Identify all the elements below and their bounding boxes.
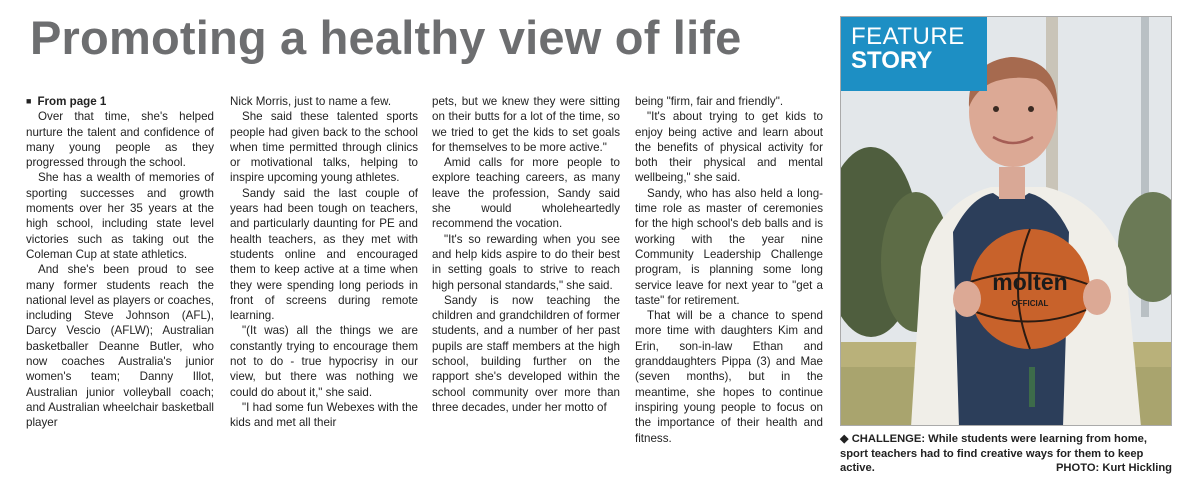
- paragraph: pets, but we knew they were sitting on their butts for a lot of the time, so we tried to get the kids to set goals for themselves to be more active.": [432, 95, 620, 154]
- feature-story-badge: [841, 17, 987, 91]
- photo-credit: PHOTO: Kurt Hickling: [1055, 462, 1172, 474]
- paragraph: And she's been proud to see many former students reach the national level as players or coaches, including Steve Johnson (AFL), Darcy Vescio (AFLW); Australian basketballer Deanne Butler, who now coaches Australia's junior women's team; Danny Illot, Australian junior volleyball coach; and Australian wheelchair basketball player: [26, 263, 214, 430]
- badge-line-1: FEATURE: [851, 23, 965, 50]
- article-column-2: [230, 94, 418, 431]
- article-body: [26, 94, 826, 482]
- paragraph: Over that time, she's helped nurture the talent and confidence of many young people as they progressed through the school.: [26, 110, 214, 170]
- photo-caption: [840, 432, 1172, 476]
- paragraph: Sandy said the last couple of years had been tough on teachers, and particularly daunting for PE and health teachers, as they met with students online and encouraged them to keep active at a time when they were spending long periods in front of screens during remote learning.: [230, 186, 418, 323]
- paragraph: She said these talented sports people had given back to the school when time permitted through clinics or motivational talks, helping to inspire upcoming young athletes.: [230, 110, 418, 185]
- feature-photo: [840, 16, 1172, 426]
- article-column-4: [635, 94, 823, 446]
- paragraph: Sandy is now teaching the children and grandchildren of former students, and a number of her past pupils are staff members at the high school, building further on the rapport she's developed within the school community over more than three decades, under her motto of: [432, 293, 620, 414]
- paragraph: Amid calls for more people to explore teaching careers, as many leave the profession, Sandy said she would wholeheartedly recommend the vocation.: [432, 156, 620, 231]
- article-column-1: [26, 94, 214, 431]
- from-page-marker: ■ From page 1: [26, 94, 214, 109]
- paragraph: Nick Morris, just to name a few.: [230, 95, 392, 108]
- paragraph: That will be a chance to spend more time with daughters Kim and Erin, son-in-law Ethan and granddaughters Pippa (3) and Mae (seven months), but in the meantime, she hopes to continue inspiring young people to focus on the importance of their health and fitness.: [635, 309, 823, 445]
- paragraph: "(It was) all the things we are constantly trying to encourage them not to do - true hypocrisy in our view, but there was nothing we could do about it," she said.: [230, 324, 418, 399]
- paragraph: "It's so rewarding when you see and help kids aspire to do their best in setting goals to strive to reach high personal standards," she said.: [432, 232, 620, 292]
- badge-line-2: STORY: [851, 47, 933, 74]
- article-column-3: [432, 94, 620, 415]
- paragraph: being "firm, fair and friendly".: [635, 95, 784, 108]
- headline: Promoting a healthy view of life: [30, 11, 742, 64]
- ball-sub-text: OFFICIAL: [1011, 299, 1049, 308]
- caption-text: CHALLENGE: While students were learning from home, sport teachers had to find creative ways for them to keep active.: [840, 433, 1147, 474]
- paragraph: Sandy, who has also held a long-time role as master of ceremonies for the high school's deb balls and is working with the year nine Community Leadership Challenge program, is planning some long service leave for next year to "get a taste" for retirement.: [635, 186, 823, 307]
- paragraph: "It's about trying to get kids to enjoy being active and learn about the benefits of physical activity for both their physical and mental wellbeing," she said.: [635, 110, 823, 185]
- ball-brand-text: molten: [992, 269, 1068, 295]
- paragraph: She has a wealth of memories of sporting successes and growth moments over her 35 years at the high school, including state level victories such as taking out the Coleman Cup at state athletics.: [26, 171, 214, 261]
- paragraph: "I had some fun Webexes with the kids and met all their: [230, 400, 418, 430]
- caption-diamond-icon: ◆: [840, 433, 849, 445]
